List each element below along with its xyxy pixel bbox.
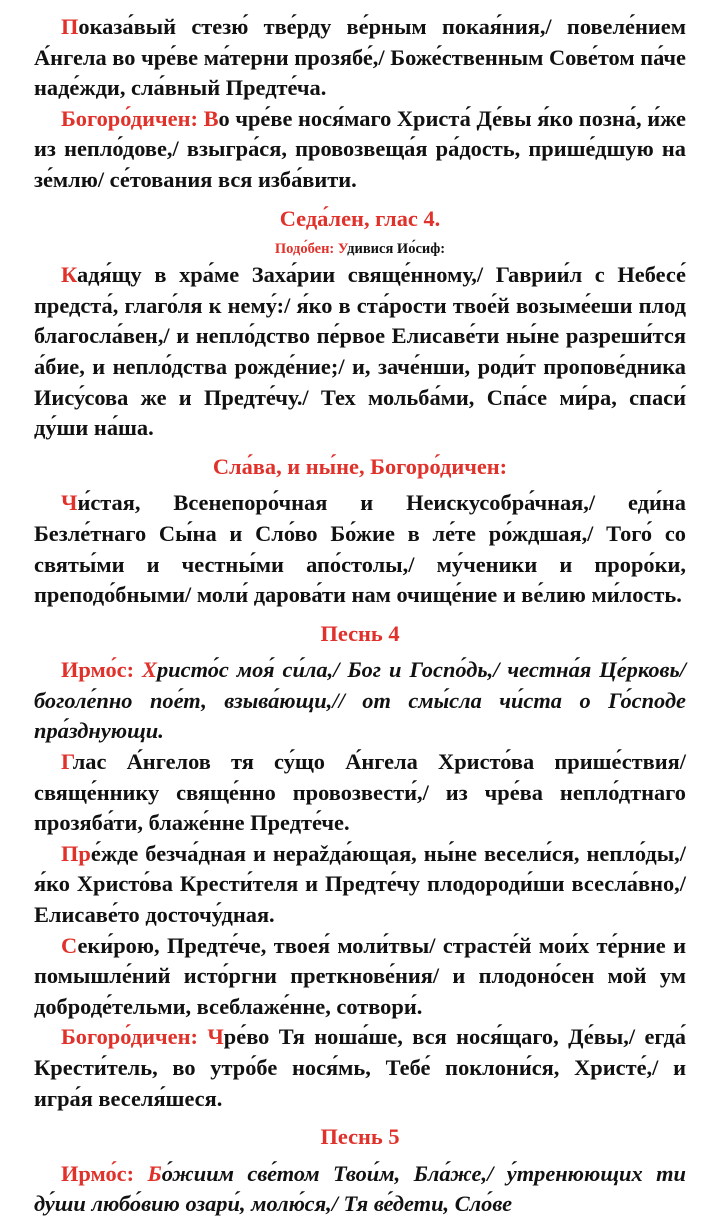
rubric-label: Богоро́дичен: <box>61 105 198 131</box>
podoben-initial: У <box>337 241 348 258</box>
ode5-heading: Песнь 5 <box>320 1124 400 1150</box>
rubric-label: Богоро́дичен: <box>61 1024 198 1050</box>
ode4-heading: Песнь 4 <box>320 620 400 646</box>
paragraph-text: еки́рою, Предте́че, твоея́ моли́твы/ страсте́й мои́х те́рние и помышле́ний исто́ргни преткнове́ния/ и плодоно́сен мой ум доброде́тельми, всеблаже́нне, сотвори́. <box>34 932 686 1019</box>
ode4-troparion-3 <box>34 931 686 1023</box>
drop-initial: С <box>61 932 78 958</box>
slava-paragraph <box>34 488 686 610</box>
paragraph-text: адя́щу в хра́ме Заха́рии свяще́нному,/ Гаврии́л с Небесе́ предста́, глаго́ля к нему́:/ я́ко в ста́рости твое́й возыме́еши плод благосла́вен,/ и непло́дство пе́рвое Елисаве́ти ны́не разреши́тся а́бие, и непло́дства рожде́ние;/ и, заче́нши, роди́т пропове́дника Иису́сова же и Предте́чу./ Тех мольба́ми, Спа́се ми́ра, спаси́ ду́ши на́ша. <box>34 262 686 441</box>
troparion-paragraph <box>34 12 686 104</box>
drop-initial: В <box>203 105 219 131</box>
paragraph-text: оказа́вый стезю́ тве́рду ве́рным покая́ния,/ повеле́нием А́нгела во чре́ве ма́терни прозябе́,/ Боже́ственным Сове́том па́че наде́жди, сла́вный Предте́ча. <box>34 14 686 101</box>
ode4-troparion-1 <box>34 747 686 839</box>
rubric-label: Ирмо́с: <box>61 1160 135 1186</box>
podoben-text: дивися Ио́сиф: <box>347 241 446 258</box>
ode4-troparion-2 <box>34 839 686 931</box>
drop-initial: Ч <box>61 490 78 516</box>
paragraph-text: ристо́с моя́ си́ла,/ Бог и Госпо́дь,/ честна́я Це́рковь/ боголе́пно пое́т, взыва́ющи,// от смы́сла чи́ста о Го́споде пра́зднующи. <box>34 657 686 744</box>
paragraph-text: лас А́нгелов тя су́що А́нгела Христо́ва прише́ствия/ свяще́ннику свяще́нно провозвести́,/ из чре́ва непло́дтнаго прозяба́ти, блаже́нне Предте́че. <box>34 749 686 836</box>
podoben-line <box>34 240 686 258</box>
drop-initial: Ч <box>207 1024 224 1050</box>
irmos5-paragraph <box>34 1159 686 1220</box>
paragraph-text: и́стая, Всенепоро́чная и Неискусобра́чная,/ еди́на Безле́тнаго Сы́на и Сло́во Бо́жие в ле́те ро́ждшая,/ Того́ со святы́ми и честны́ми апо́столы,/ му́ченики и проро́ки, преподо́бными/ моли́ дарова́ти нам очище́ние и ве́лию ми́лость. <box>34 490 686 608</box>
drop-initial: Пр <box>61 840 91 866</box>
drop-initial: Б <box>147 1160 162 1186</box>
drop-initial: Г <box>61 749 73 775</box>
paragraph-text: ре́во Тя ноша́ше, вся нося́щаго, Де́вы,/ егда́ Крести́тель, во утро́бе нося́мь, Тебе́ поклони́ся, Христе́,/ и игра́я веселя́шеся. <box>34 1024 686 1111</box>
drop-initial: К <box>61 262 77 288</box>
drop-initial: П <box>61 14 79 39</box>
slava-heading: Сла́ва, и ны́не, Богоро́дичен: <box>212 453 508 479</box>
irmos4-paragraph <box>34 655 686 747</box>
sedalen-heading: Седа́лен, глас 4. <box>279 205 441 231</box>
theotokion-paragraph <box>34 104 686 196</box>
podoben-label: Подо́бен: <box>274 241 335 258</box>
ode4-theotokion <box>34 1022 686 1114</box>
rubric-label: Ирмо́с: <box>61 657 135 683</box>
drop-initial: Х <box>142 657 157 683</box>
paragraph-text: о́жиим све́том Твои́м, Бла́же,/ у́тренюющих ти ду́ши любо́вию озари́, молю́ся,/ Тя ве́дети, Сло́ве <box>34 1160 686 1217</box>
sedalen-paragraph <box>34 260 686 444</box>
paragraph-text: о чре́ве нося́маго Христа́ Де́вы я́ко позна́, и́же из непло́дове,/ взыгра́ся, провозвеща́я ра́дость, прише́дшую на зе́млю/ се́тования вся изба́вити. <box>34 105 686 192</box>
paragraph-text: е́жде безча́дная и нерažда́ющая, ны́не весели́ся, непло́ды,/ я́ко Христо́ва Крести́теля и Предте́чу плодороди́ши всесла́вно,/ Елисаве́то досточу́дная. <box>34 840 686 928</box>
